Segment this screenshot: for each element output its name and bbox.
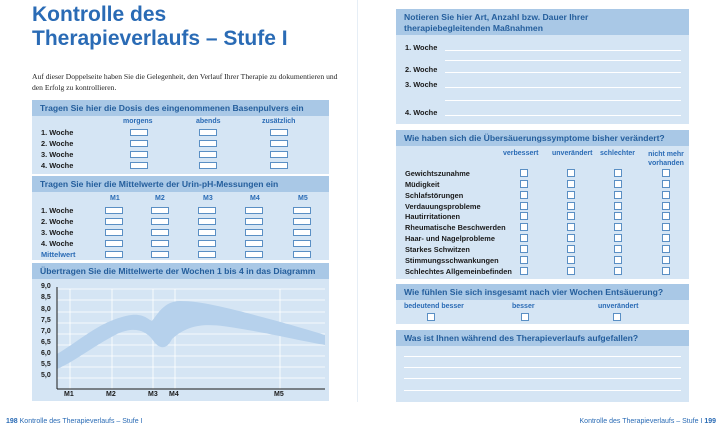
ph-w2-m1-input[interactable] (105, 218, 123, 225)
dose-week-2-label: 2. Woche (41, 139, 74, 148)
overall-bedeutend-besser-checkbox[interactable] (427, 313, 435, 321)
symptom-6-nicht-mehr-checkbox[interactable] (662, 223, 670, 231)
symptom-10-schlechter-checkbox[interactable] (614, 267, 622, 275)
ph-w3-m5-input[interactable] (293, 229, 311, 236)
symptom-5-unveraendert-checkbox[interactable] (567, 212, 575, 220)
symptom-label-8: Starkes Schwitzen (405, 245, 470, 254)
symptom-5-nicht-mehr-checkbox[interactable] (662, 212, 670, 220)
symptom-8-schlechter-checkbox[interactable] (614, 245, 622, 253)
overall-besser-checkbox[interactable] (521, 313, 529, 321)
ph-week-3-label: 3. Woche (41, 228, 74, 237)
ph-section-header: Tragen Sie hier die Mittelwerte der Urin-pH-Messungen ein (32, 176, 329, 192)
ph-week-2-label: 2. Woche (41, 217, 74, 226)
x-label-m1: M1 (64, 391, 74, 398)
ph-w1-m4-input[interactable] (245, 207, 263, 214)
measures-week-3-line-1[interactable] (445, 87, 681, 88)
symptom-label-4: Verdauungsprobleme (405, 202, 481, 211)
symptom-7-verbessert-checkbox[interactable] (520, 234, 528, 242)
symptom-6-verbessert-checkbox[interactable] (520, 223, 528, 231)
overall-option-bedeutend-besser: bedeutend besser (404, 303, 464, 310)
y-tick-7-5: 7,5 (41, 317, 51, 324)
measures-week-3-line-2[interactable] (445, 100, 681, 101)
symptom-7-schlechter-checkbox[interactable] (614, 234, 622, 242)
measures-week-4-label: 4. Woche (405, 108, 438, 117)
footer-left (6, 418, 142, 425)
ph-w4-m3-input[interactable] (198, 240, 216, 247)
symptom-label-1: Gewichtszunahme (405, 169, 470, 178)
notes-line-1[interactable] (404, 356, 681, 357)
ph-w4-m1-input[interactable] (105, 240, 123, 247)
notes-panel (396, 346, 689, 402)
symptom-1-verbessert-checkbox[interactable] (520, 169, 528, 177)
symptoms-col-schlechter: schlechter (600, 150, 636, 157)
dose-w3-zusaetzlich-input[interactable] (270, 151, 288, 158)
symptom-7-unveraendert-checkbox[interactable] (567, 234, 575, 242)
symptom-10-nicht-mehr-checkbox[interactable] (662, 267, 670, 275)
measures-header-line-2: therapiebegleitenden Maßnahmen (404, 23, 543, 33)
dose-w1-abends-input[interactable] (199, 129, 217, 136)
ph-mean-m1-input[interactable] (105, 251, 123, 258)
overall-option-besser: besser (512, 303, 535, 310)
symptom-9-nicht-mehr-checkbox[interactable] (662, 256, 670, 264)
y-tick-5-5: 5,5 (41, 361, 51, 368)
symptoms-col-nicht-mehr-vorhanden: nicht mehr vorhanden (648, 151, 684, 167)
measures-panel (396, 35, 689, 124)
measures-week-3-label: 3. Woche (405, 80, 438, 89)
footer-right (580, 418, 716, 425)
ph-w4-m5-input[interactable] (293, 240, 311, 247)
ph-week-4-label: 4. Woche (41, 239, 74, 248)
symptom-1-schlechter-checkbox[interactable] (614, 169, 622, 177)
ph-w3-m3-input[interactable] (198, 229, 216, 236)
ph-target-band (57, 301, 325, 369)
symptom-9-schlechter-checkbox[interactable] (614, 256, 622, 264)
symptom-8-unveraendert-checkbox[interactable] (567, 245, 575, 253)
dose-w2-abends-input[interactable] (199, 140, 217, 147)
ph-w4-m4-input[interactable] (245, 240, 263, 247)
measures-week-1-line-2[interactable] (445, 60, 681, 61)
page-title (32, 3, 352, 51)
ph-w4-m2-input[interactable] (151, 240, 169, 247)
symptom-6-schlechter-checkbox[interactable] (614, 223, 622, 231)
dose-week-4-label: 4. Woche (41, 161, 74, 170)
symptom-2-nicht-mehr-checkbox[interactable] (662, 180, 670, 188)
symptom-1-nicht-mehr-checkbox[interactable] (662, 169, 670, 177)
symptom-label-7: Haar- und Nagelprobleme (405, 234, 495, 243)
overall-unveraendert-checkbox[interactable] (613, 313, 621, 321)
ph-w1-m1-input[interactable] (105, 207, 123, 214)
symptom-4-nicht-mehr-checkbox[interactable] (662, 202, 670, 210)
footer-left-page-number: 198 (6, 418, 18, 425)
notes-section-header: Was ist Ihnen während des Therapieverlaufs aufgefallen? (396, 330, 689, 346)
diagram-section-header: Übertragen Sie die Mittelwerte der Wochen 1 bis 4 in das Diagramm (32, 263, 329, 279)
x-label-m5: M5 (274, 391, 284, 398)
ph-w3-m2-input[interactable] (151, 229, 169, 236)
ph-w1-m3-input[interactable] (198, 207, 216, 214)
ph-diagram (32, 279, 329, 401)
intro-text: Auf dieser Doppelseite haben Sie die Gelegenheit, den Verlauf Ihrer Therapie zu dokumentieren und den Erfolg zu kontrollieren. (32, 72, 338, 92)
dose-col-morgens: morgens (123, 118, 153, 125)
symptom-label-6: Rheumatische Beschwerden (405, 223, 506, 232)
ph-w3-m4-input[interactable] (245, 229, 263, 236)
y-tick-7-0: 7,0 (41, 328, 51, 335)
overall-section-header: Wie fühlen Sie sich insgesamt nach vier Wochen Entsäuerung? (396, 284, 689, 300)
dose-w4-abends-input[interactable] (199, 162, 217, 169)
dose-w4-morgens-input[interactable] (130, 162, 148, 169)
dose-w2-zusaetzlich-input[interactable] (270, 140, 288, 147)
symptom-2-unveraendert-checkbox[interactable] (567, 180, 575, 188)
ph-mean-m4-input[interactable] (245, 251, 263, 258)
overall-option-unveraendert: unverändert (598, 303, 639, 310)
symptom-4-schlechter-checkbox[interactable] (614, 202, 622, 210)
measures-section-header (396, 9, 689, 35)
notes-line-4[interactable] (404, 390, 681, 391)
ph-col-m5: M5 (298, 195, 308, 202)
x-label-m2: M2 (106, 391, 116, 398)
symptoms-col-unveraendert: unverändert (552, 150, 593, 157)
x-label-m3: M3 (148, 391, 158, 398)
dose-w1-morgens-input[interactable] (130, 129, 148, 136)
y-tick-6-0: 6,0 (41, 350, 51, 357)
symptom-9-unveraendert-checkbox[interactable] (567, 256, 575, 264)
ph-w3-m1-input[interactable] (105, 229, 123, 236)
x-label-m4: M4 (169, 391, 179, 398)
symptom-2-schlechter-checkbox[interactable] (614, 180, 622, 188)
y-tick-5-0: 5,0 (41, 372, 51, 379)
symptom-4-verbessert-checkbox[interactable] (520, 202, 528, 210)
symptom-label-9: Stimmungsschwankungen (405, 256, 499, 265)
notes-line-3[interactable] (404, 378, 681, 379)
symptom-4-unveraendert-checkbox[interactable] (567, 202, 575, 210)
ph-col-m1: M1 (110, 195, 120, 202)
ph-col-m3: M3 (203, 195, 213, 202)
symptoms-col-verbessert: verbessert (503, 150, 539, 157)
ph-w1-m5-input[interactable] (293, 207, 311, 214)
ph-col-m4: M4 (250, 195, 260, 202)
ph-mean-m5-input[interactable] (293, 251, 311, 258)
symptom-3-unveraendert-checkbox[interactable] (567, 191, 575, 199)
symptom-1-unveraendert-checkbox[interactable] (567, 169, 575, 177)
symptom-label-10: Schlechtes Allgemeinbefinden (405, 267, 512, 276)
dose-col-abends: abends (196, 118, 221, 125)
symptoms-section-header: Wie haben sich die Übersäuerungssymptome bisher verändert? (396, 130, 689, 146)
ph-mean-m3-input[interactable] (198, 251, 216, 258)
dose-w2-morgens-input[interactable] (130, 140, 148, 147)
dose-w3-abends-input[interactable] (199, 151, 217, 158)
symptom-9-verbessert-checkbox[interactable] (520, 256, 528, 264)
symptom-10-verbessert-checkbox[interactable] (520, 267, 528, 275)
measures-week-2-line[interactable] (445, 72, 681, 73)
footer-left-text: Kontrolle des Therapieverlaufs – Stufe I (19, 418, 143, 425)
measures-week-1-label: 1. Woche (405, 43, 438, 52)
ph-w2-m2-input[interactable] (151, 218, 169, 225)
dose-week-3-label: 3. Woche (41, 150, 74, 159)
dose-section-header: Tragen Sie hier die Dosis des eingenommenen Basenpulvers ein (32, 100, 329, 116)
symptom-2-verbessert-checkbox[interactable] (520, 180, 528, 188)
symptom-10-unveraendert-checkbox[interactable] (567, 267, 575, 275)
symptom-label-5: Hautirritationen (405, 212, 461, 221)
ph-mean-label: Mittelwert (41, 250, 76, 259)
ph-w2-m4-input[interactable] (245, 218, 263, 225)
symptom-3-verbessert-checkbox[interactable] (520, 191, 528, 199)
ph-w2-m5-input[interactable] (293, 218, 311, 225)
dose-w4-zusaetzlich-input[interactable] (270, 162, 288, 169)
dose-col-zusaetzlich: zusätzlich (262, 118, 296, 125)
symptom-8-nicht-mehr-checkbox[interactable] (662, 245, 670, 253)
measures-week-1-line-1[interactable] (445, 50, 681, 51)
symptom-3-nicht-mehr-checkbox[interactable] (662, 191, 670, 199)
dose-week-1-label: 1. Woche (41, 128, 74, 137)
dose-w1-zusaetzlich-input[interactable] (270, 129, 288, 136)
notes-line-2[interactable] (404, 367, 681, 368)
footer-right-text: Kontrolle des Therapieverlaufs – Stufe I (579, 418, 703, 425)
y-tick-8-5: 8,5 (41, 294, 51, 301)
symptom-5-schlechter-checkbox[interactable] (614, 212, 622, 220)
page-title-line-2: Therapieverlaufs – Stufe I (32, 27, 288, 50)
measures-week-2-label: 2. Woche (405, 65, 438, 74)
page-gutter (357, 0, 358, 402)
footer-right-page-number: 199 (704, 418, 716, 425)
ph-w1-m2-input[interactable] (151, 207, 169, 214)
symptom-label-3: Schlafstörungen (405, 191, 464, 200)
ph-w2-m3-input[interactable] (198, 218, 216, 225)
symptom-7-nicht-mehr-checkbox[interactable] (662, 234, 670, 242)
symptom-8-verbessert-checkbox[interactable] (520, 245, 528, 253)
symptom-3-schlechter-checkbox[interactable] (614, 191, 622, 199)
ph-panel (32, 192, 329, 260)
ph-week-1-label: 1. Woche (41, 206, 74, 215)
y-tick-9-0: 9,0 (41, 283, 51, 290)
dose-w3-morgens-input[interactable] (130, 151, 148, 158)
ph-col-m2: M2 (155, 195, 165, 202)
page-title-line-1: Kontrolle des (32, 3, 167, 26)
symptom-5-verbessert-checkbox[interactable] (520, 212, 528, 220)
measures-header-line-1: Notieren Sie hier Art, Anzahl bzw. Dauer Ihrer (404, 12, 589, 22)
ph-mean-m2-input[interactable] (151, 251, 169, 258)
symptom-6-unveraendert-checkbox[interactable] (567, 223, 575, 231)
symptom-label-2: Müdigkeit (405, 180, 440, 189)
y-tick-8-0: 8,0 (41, 306, 51, 313)
y-tick-6-5: 6,5 (41, 339, 51, 346)
measures-week-4-line[interactable] (445, 115, 681, 116)
